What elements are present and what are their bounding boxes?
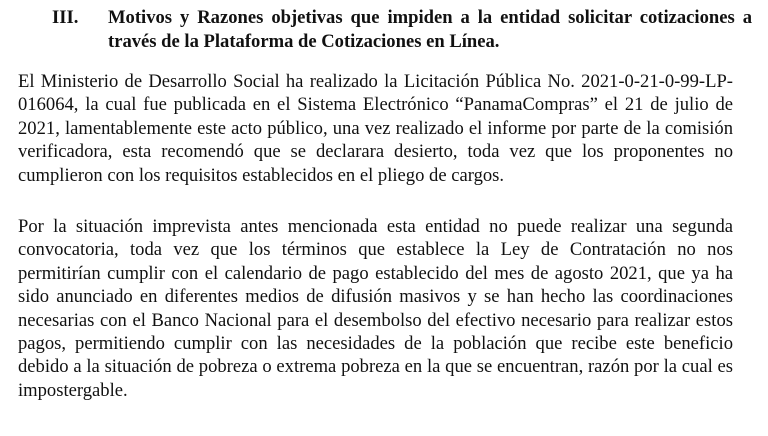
paragraph-situacion-imprevista: Por la situación imprevista antes mencionada esta entidad no puede realizar una segunda convocatoria, toda vez que los términos que establece la Ley de Contratación no nos permitirían cumplir con el calendario de pago establecido del mes de agosto 2021, que ya ha sido anunciado en diferentes medios de difusión masivos y se han hecho las coordinaciones necesarias con el Banco Nacional para el desembolso del efectivo necesario para realizar estos pagos, permitiendo cumplir con las necesidades de la población que recibe este beneficio debido a la situación de pobreza o extrema pobreza en la que se encuentran, razón por la cual es impostergable. — [18, 216, 733, 401]
section-title: Motivos y Razones objetivas que impiden a la entidad solicitar cotizaciones a través de la Plataforma de Cotizaciones en Línea. — [108, 7, 752, 52]
section-number: III. — [52, 7, 79, 28]
paragraph-licitacion: El Ministerio de Desarrollo Social ha realizado la Licitación Pública No. 2021-0-21-0-99-LP-016064, la cual fue publicada en el Sistema Electrónico “PanamaCompras” el 21 de julio de 2021, lamentablemente este acto público, una vez realizado el informe por parte de la comisión verificadora, esta recomendó que se declarara desierto, toda vez que los proponentes no cumplieron con los requisitos establecidos en el pliego de cargos. — [18, 71, 733, 186]
section-heading — [52, 6, 752, 54]
